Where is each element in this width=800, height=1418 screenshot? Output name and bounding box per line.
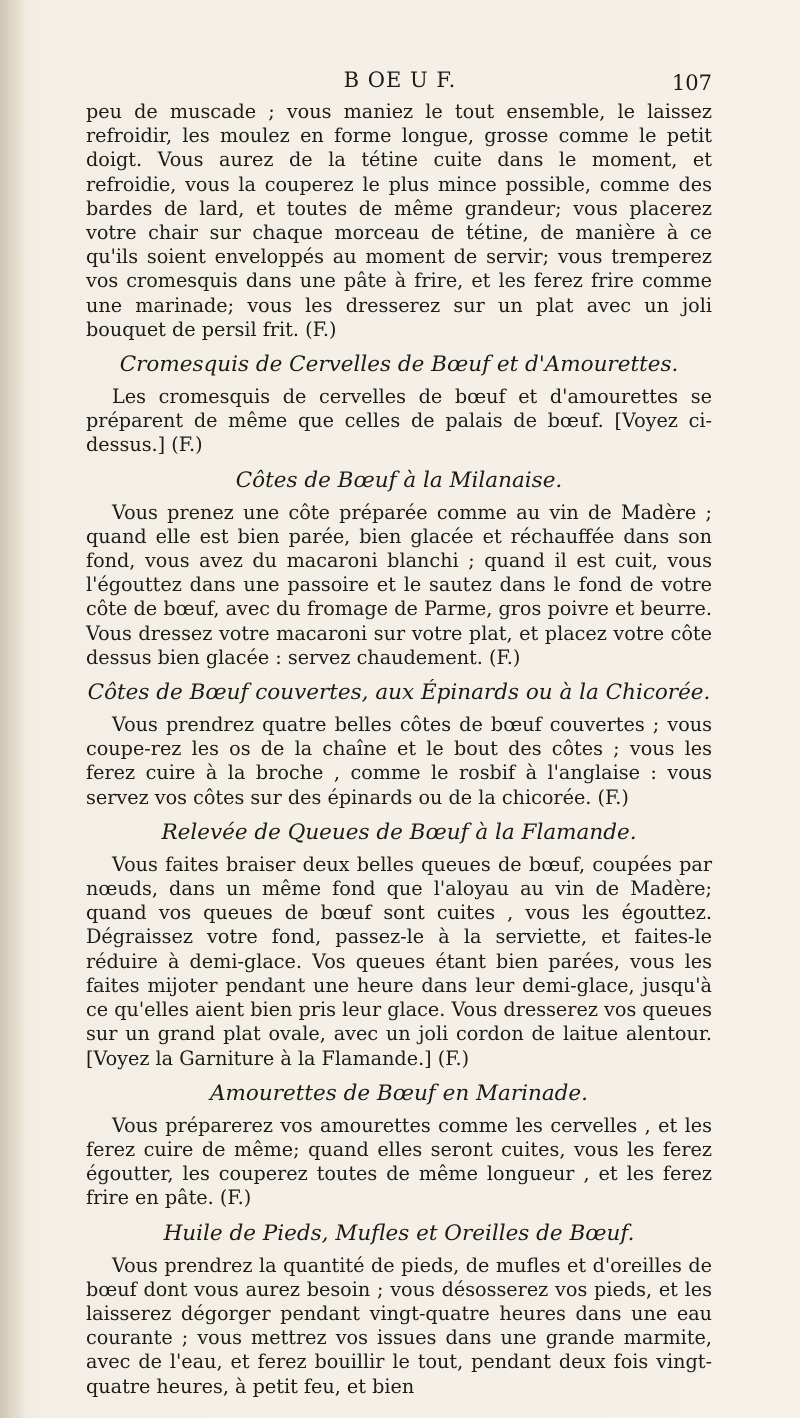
paragraph-cromesquis: Les cromesquis de cervelles de bœuf et d'amourettes se préparent de même que celles de palais de bœuf. [Voyez ci-dessus.] (F.) [86,385,712,457]
paragraph-huile-pieds: Vous prendrez la quantité de pieds, de mufles et d'oreilles de bœuf dont vous aurez besoin ; vous désosserez vos pieds, et les laisserez dégorger pendant vingt-quatre heures dans une eau courante ; vous mettrez vos issues dans une grande marmite, avec de l'eau, et ferez bouillir le tout, pendant deux fois vingt-quatre heures, à petit feu, et bien [86,1253,712,1398]
running-head: B OE U F. [343,68,457,92]
paragraph-queues-flamande: Vous faites braiser deux belles queues de bœuf, coupées par nœuds, dans un même fond que l'aloyau au vin de Madère; quand vos queues de bœuf sont cuites , vous les égouttez. Dégraissez votre fond, passez-le à la serviette, et faites-le réduire à demi-glace. Vos queues étant bien parées, vous les faites mijoter pendant une heure dans leur demi-glace, jusqu'à ce qu'elles aient bien pris leur glace. Vous dresserez vos queues sur un grand plat ovale, avec un joli cordon de laitue alentour. [Voyez la Garniture à la Flamande.] (F.) [86,852,712,1070]
page-header [0,68,800,98]
paragraph-continuation: peu de muscade ; vous maniez le tout ensemble, le laissez refroidir, les moulez en forme longue, grosse comme le petit doigt. Vous aurez de la tétine cuite dans le moment, et refroidie, vous la couperez le plus mince possible, comme des bardes de lard, et toutes de même grandeur; vous placerez votre chair sur chaque morceau de tétine, de manière à ce qu'ils soient enveloppés au moment de servir; vous tremperez vos cromesquis dans une pâte à frire, et les ferez frire comme une marinade; vous les dresserez sur un plat avec un joli bouquet de persil frit. (F.) [86,100,712,341]
section-title-cotes-couvertes: Côtes de Bœuf couvertes, aux Épinards ou à la Chicorée. [87,680,711,706]
paragraph-cotes-milanaise: Vous prenez une côte préparée comme au vin de Madère ; quand elle est bien parée, bien glacée et réchauffée dans son fond, vous avez du macaroni blanchi ; quand il est cuit, vous l'égouttez dans une passoire et le sautez dans le fond de votre côte de bœuf, avec du fromage de Parme, gros poivre et beurre. Vous dressez votre macaroni sur votre plat, et placez votre côte dessus bien glacée : servez chaudement. (F.) [86,500,712,669]
section-title-amourettes: Amourettes de Bœuf en Marinade. [210,1080,588,1106]
section-title-cromesquis: Cromesquis de Cervelles de Bœuf et d'Amourettes. [119,352,679,378]
paragraph-amourettes: Vous préparerez vos amourettes comme les cervelles , et les ferez cuire de même; quand elles seront cuites, vous les ferez égoutter, les couperez toutes de même longueur , et les ferez frire en pâte. (F.) [86,1113,712,1210]
section-title-cotes-milanaise: Côtes de Bœuf à la Milanaise. [235,467,563,493]
section-title-huile-pieds: Huile de Pieds, Mufles et Oreilles de Bœuf. [163,1220,635,1246]
paragraph-cotes-couvertes: Vous prendrez quatre belles côtes de bœuf couvertes ; vous coupe-rez les os de la chaîne et le bout des côtes ; vous les ferez cuire à la broche , comme le rosbif à l'anglaise : vous servez vos côtes sur des épinards ou de la chicorée. (F.) [86,713,712,809]
page-number: 107 [671,71,712,95]
page-gutter-shadow [0,0,26,1418]
page-body [86,100,712,1399]
section-title-queues-flamande: Relevée de Queues de Bœuf à la Flamande. [161,819,637,845]
